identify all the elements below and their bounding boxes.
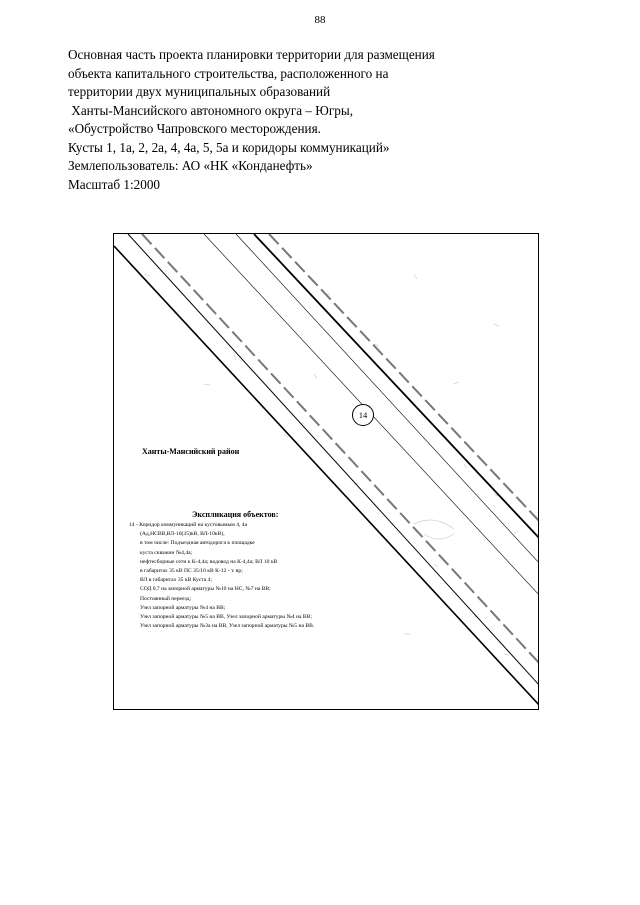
document-header bbox=[68, 46, 588, 194]
legend-line: куста скважин №4,4а; bbox=[140, 549, 193, 556]
legend-line: (Ад,НСВВ,ВЛ-10(35)кВ, ВЛ-10кВ), bbox=[140, 531, 225, 538]
legend-line: Постоянный переезд; bbox=[140, 595, 192, 602]
planning-map bbox=[113, 233, 539, 710]
legend-line: в габаритах 35 кВ ПС 35/10 кВ К-12 - т. вр; bbox=[140, 568, 243, 575]
dashed-boundary-line bbox=[269, 234, 539, 522]
header-line: Ханты-Мансийского автономного округа – Югры, bbox=[68, 102, 353, 118]
legend-line: 14 - Коридор коммуникаций на кустовымым 4, 4а bbox=[129, 522, 248, 528]
header-line: Масштаб 1:2000 bbox=[68, 176, 161, 192]
district-label: Ханты-Мансийский район bbox=[142, 447, 240, 456]
legend-title: Экспликация объектов: bbox=[192, 510, 279, 519]
header-line: Кусты 1, 1а, 2, 2а, 4, 4а, 5, 5а и коридоры коммуникаций» bbox=[68, 139, 390, 155]
map-drawing bbox=[114, 234, 539, 710]
header-line: территории двух муниципальных образований bbox=[68, 84, 331, 99]
legend-line: нефтесборные сети к К-4,4а; водовод на К-4,4а; ВЛ 10 кВ bbox=[140, 558, 278, 565]
center-line bbox=[236, 234, 539, 564]
legend-line: Узел запорной арматуры №5 на ВВ, Узел запорной арматуры №4 на ВВ; bbox=[140, 614, 312, 621]
legend bbox=[129, 521, 314, 631]
header-line: объекта капитального строительства, расположенного на bbox=[68, 65, 389, 81]
legend-line: СОД 0,7 на запорной арматуры №10 на НС, №7 на ВВ; bbox=[140, 586, 271, 593]
legend-line: в том числе: Подъездная автодорога к площадке bbox=[140, 540, 255, 547]
header-line: Основная часть проекта планировки территории для размещения bbox=[68, 47, 435, 62]
legend-line: Узел запорной арматуры №3а на ВВ, Узел запорной арматуры №5 на ВВ. bbox=[140, 623, 315, 630]
header-line: Землепользователь: АО «НК «Конданефть» bbox=[68, 158, 313, 173]
object-marker: 14 bbox=[352, 404, 374, 426]
page-number: 88 bbox=[314, 14, 326, 26]
header-line: «Обустройство Чапровского месторождения. bbox=[68, 121, 321, 136]
corridor-boundary-line bbox=[114, 246, 539, 706]
legend-line: Узел запорной арматуры №4 на ВВ; bbox=[140, 604, 226, 611]
corridor-boundary-line bbox=[254, 234, 539, 539]
legend-line: ВЛ в габаритах 35 кВ Куста 4; bbox=[140, 577, 213, 584]
